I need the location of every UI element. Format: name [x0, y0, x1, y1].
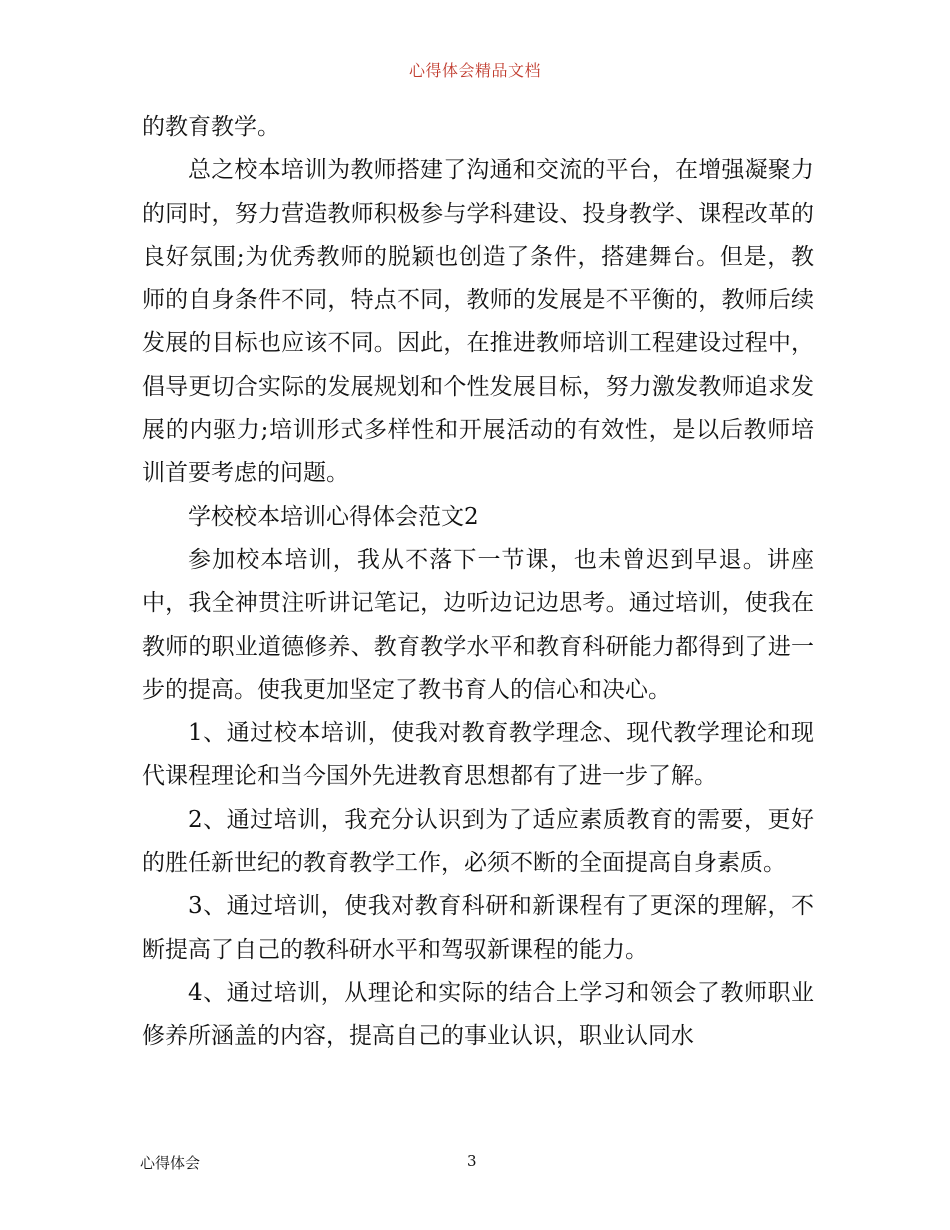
list-item-1: 1、通过校本培训，使我对教育教学理念、现代教学理论和现代课程理论和当今国外先进教育思想都有了进一步了解。 — [142, 720, 814, 790]
document-body — [142, 106, 814, 1059]
list-item-2: 2、通过培训，我充分认识到为了适应素质教育的需要，更好的胜任新世纪的教育教学工作，必须不断的全面提高自身素质。 — [142, 806, 814, 877]
list-item-3: 3、通过培训，使我对教育科研和新课程有了更深的理解，不断提高了自己的教科研水平和驾驭新课程的能力。 — [142, 893, 814, 963]
paragraph-continuation: 的教育教学。 — [142, 114, 280, 140]
paragraph-intro: 参加校本培训，我从不落下一节课，也未曾迟到早退。讲座中，我全神贯注听讲记笔记，边听边记边思考。通过培训，使我在教师的职业道德修养、教育教学水平和教育科研能力都得到了进一步的提高。使我更加坚定了教书育人的信心和决心。 — [142, 546, 814, 703]
section-heading: 学校校本培训心得体会范文2 — [188, 503, 479, 530]
page-header-title: 心得体会精品文档 — [408, 61, 541, 80]
page-number: 3 — [467, 1152, 477, 1170]
list-item-4: 4、通过培训，从理论和实际的结合上学习和领会了教师职业修养所涵盖的内容，提高自己的事业认识，职业认同水 — [142, 979, 814, 1050]
paragraph-summary: 总之校本培训为教师搭建了沟通和交流的平台，在增强凝聚力的同时，努力营造教师积极参与学科建设、投身教学、课程改革的良好氛围;为优秀教师的脱颖也创造了条件，搭建舞台。但是，教师的自身条件不同，特点不同，教师的发展是不平衡的，教师后续发展的目标也应该不同。因此，在推进教师培训工程建设过程中，倡导更切合实际的发展规划和个性发展目标，努力激发教师追求发展的内驱力;培训形式多样性和开展活动的有效性，是以后教师培训首要考虑的问题。 — [142, 157, 814, 487]
footer-label: 心得体会 — [140, 1154, 201, 1172]
